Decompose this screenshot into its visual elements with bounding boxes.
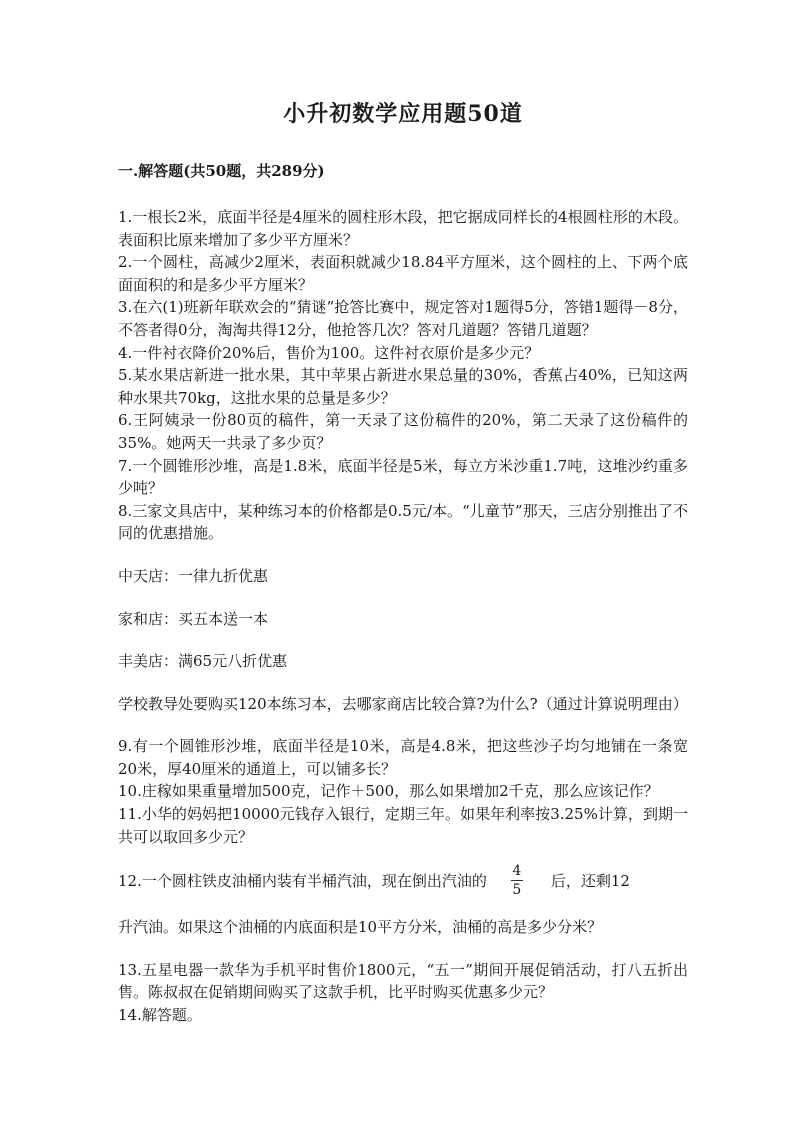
question-3: 3.在六(1)班新年联欢会的“猜谜”抢答比赛中，规定答对1题得5分，答错1题得－8分，不答者得0分，淘淘共得12分，他抢答几次？答对几道题？答错几道题？ [118, 298, 688, 339]
document-page [118, 96, 688, 1027]
question-1: 1.一根长2米，底面半径是4厘米的圆柱形木段，把它据成同样长的4根圆柱形的木段。表面积比原来增加了多少平方厘米？ [118, 208, 688, 249]
question-6: 6.王阿姨录一份80页的稿件，第一天录了这份稿件的20%，第二天录了这份稿件的35%。她两天一共录了多少页？ [118, 411, 688, 452]
question-7: 7.一个圆锥形沙堆，高是1.8米，底面半径是5米，每立方米沙重1.7吨，这堆沙约重多少吨？ [118, 456, 688, 498]
question-12-text-a: 12.一个圆柱铁皮油桶内装有半桶汽油，现在倒出汽油的 [118, 871, 487, 890]
fraction-numerator: 4 [512, 862, 522, 879]
document-title: 小升初数学应用题50道 [283, 101, 523, 127]
fraction [511, 863, 523, 898]
question-13: 13.五星电器一款华为手机平时售价1800元，“五一”期间开展促销活动，打八五折出售。陈叔叔在促销期间购买了这款手机，比平时购买优惠多少元？ [118, 960, 688, 1002]
question-8-store-1: 中天店：一律九折优惠 [118, 566, 269, 585]
question-8: 8.三家文具店中，某种练习本的价格都是0.5元/本。“儿童节”那天，三店分别推出了不同的优惠措施。 [118, 501, 688, 543]
question-2: 2.一个圆柱，高减少2厘米，表面积就减少18.84平方厘米，这个圆柱的上、下两个底面面积的和是多少平方厘米？ [118, 253, 688, 294]
question-4: 4.一件衬衣降价20%后，售价为100。这件衬衣原价是多少元？ [118, 343, 540, 362]
fraction-bar [511, 880, 523, 881]
question-9: 9.有一个圆锥形沙堆，底面半径是10米，高是4.8米，把这些沙子均匀地铺在一条宽20米，厚40厘米的通道上，可以铺多长？ [118, 737, 688, 778]
section-heading: 一.解答题(共50题，共289分) [118, 162, 325, 180]
question-12-text-b: 后，还剩12 [550, 871, 630, 890]
question-8-store-2: 家和店：买五本送一本 [118, 609, 269, 628]
question-12-line-1 [118, 858, 688, 902]
question-10: 10.庄稼如果重量增加500克，记作＋500，那么如果增加2千克，那么应该记作？ [118, 782, 659, 801]
fraction-denominator: 5 [512, 881, 522, 898]
question-5: 5.某水果店新进一批水果，其中苹果占新进水果总量的30%，香蕉占40%，已知这两种水果共70kg，这批水果的总量是多少？ [118, 366, 688, 407]
question-12-line-2: 升汽油。如果这个油桶的内底面积是10平方分米，油桶的高是多少分米？ [118, 918, 603, 937]
question-8-store-3: 丰美店：满65元八折优惠 [118, 652, 288, 671]
question-11: 11.小华的妈妈把10000元钱存入银行，定期三年。如果年利率按3.25%计算，到期一共可以取回多少元？ [118, 805, 688, 846]
question-14: 14.解答题。 [118, 1006, 202, 1025]
question-8-prompt: 学校教导处要购买120本练习本，去哪家商店比较合算?为什么?（通过计算说明理由） [118, 694, 688, 713]
